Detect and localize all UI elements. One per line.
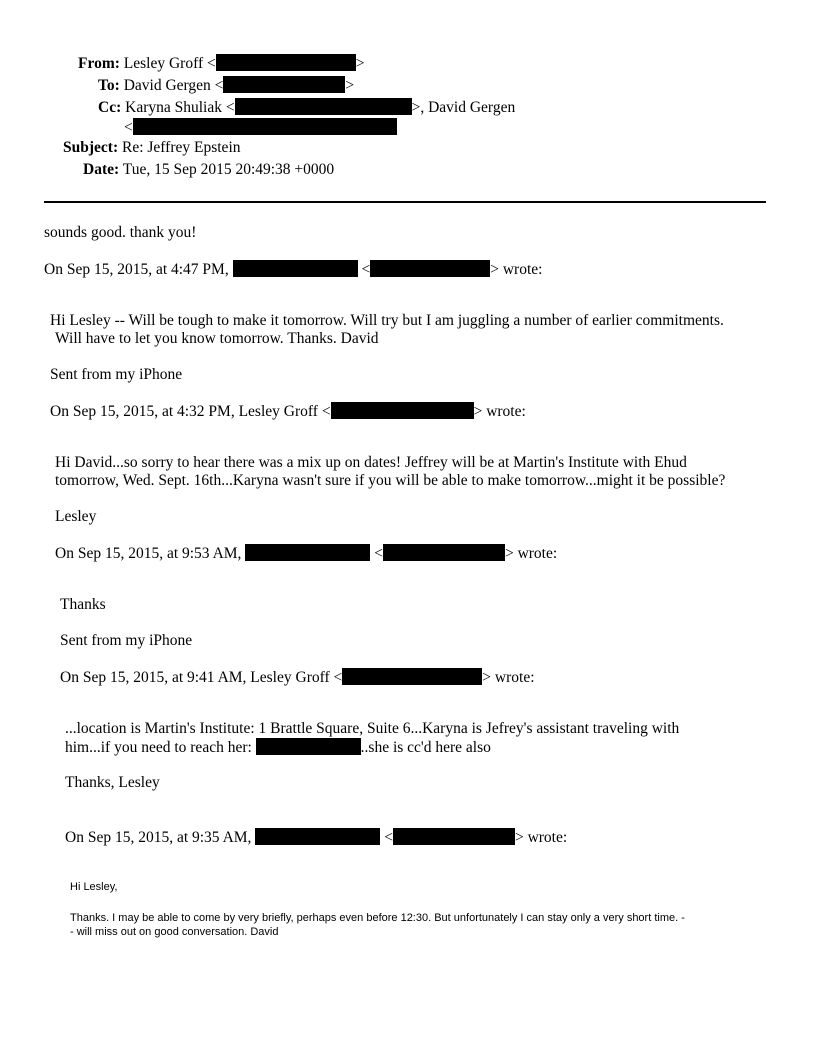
reply-text: sounds good. thank you! xyxy=(44,224,197,241)
redaction-box xyxy=(235,98,412,115)
quote-header-4: On Sep 15, 2015, at 9:41 AM, Lesley Groff < > wrote: xyxy=(60,669,535,686)
sent-from-iphone-1: Sent from my iPhone xyxy=(50,366,183,383)
cc-label: Cc: xyxy=(98,99,122,116)
from-label: From: xyxy=(78,55,120,72)
header-divider xyxy=(44,201,766,203)
redaction-box xyxy=(216,54,356,71)
quote-4-signature: Thanks, Lesley xyxy=(65,774,160,791)
header-subject xyxy=(63,139,241,157)
quote-5-line-1: Thanks. I may be able to come by very briefly, perhaps even before 12:30. But unfortunately I can stay only a very short time. - xyxy=(70,912,685,924)
subject-text: Re: Jeffrey Epstein xyxy=(121,139,241,156)
quote-4-line-2: him...if you need to reach her: ..she is cc'd here also xyxy=(65,739,491,756)
quote-1-line-2: Will have to let you know tomorrow. Thanks. David xyxy=(55,330,379,347)
redaction-box xyxy=(393,828,515,845)
cc-name-2: David Gergen xyxy=(428,99,516,116)
quote-2-signature: Lesley xyxy=(55,508,97,525)
redaction-box xyxy=(370,260,490,277)
quote-5-greeting: Hi Lesley, xyxy=(70,881,118,893)
header-from: From: Lesley Groff < > xyxy=(78,55,365,72)
quote-header-1: On Sep 15, 2015, at 4:47 PM, < > wrote: xyxy=(44,261,543,278)
quote-4-line-1: ...location is Martin's Institute: 1 Brattle Square, Suite 6...Karyna is Jefrey's assistant traveling with xyxy=(65,720,680,737)
date-label: Date: xyxy=(83,161,120,178)
quote-5-line-2: - will miss out on good conversation. David xyxy=(70,926,279,938)
redaction-box xyxy=(245,544,370,561)
quote-3-thanks: Thanks xyxy=(60,596,106,613)
redaction-box xyxy=(383,544,505,561)
header-cc: Cc: Karyna Shuliak < >, David Gergen xyxy=(98,99,516,116)
subject-label: Subject: xyxy=(63,139,119,156)
redaction-box xyxy=(256,738,361,755)
date-text: Tue, 15 Sep 2015 20:49:38 +0000 xyxy=(122,161,335,178)
redaction-box xyxy=(133,118,397,135)
redaction-box xyxy=(223,76,345,93)
quote-2-line-2: tomorrow, Wed. Sept. 16th...Karyna wasn't sure if you will be able to make tomorrow...might it be possible? xyxy=(55,472,726,489)
redaction-box xyxy=(342,668,482,685)
redaction-box xyxy=(255,828,380,845)
quote-header-3: On Sep 15, 2015, at 9:53 AM, < > wrote: xyxy=(55,545,558,562)
sent-from-iphone-2: Sent from my iPhone xyxy=(60,632,193,649)
quote-header-5: On Sep 15, 2015, at 9:35 AM, < > wrote: xyxy=(65,829,568,846)
quote-2-line-1: Hi David...so sorry to hear there was a mix up on dates! Jeffrey will be at Martin's Institute with Ehud xyxy=(55,454,687,471)
header-cc-cont: < xyxy=(124,118,397,137)
header-to: To: David Gergen < > xyxy=(98,77,355,94)
quote-header-2: On Sep 15, 2015, at 4:32 PM, Lesley Groff < > wrote: xyxy=(50,403,526,420)
cc-name-1: Karyna Shuliak xyxy=(125,99,222,116)
header-date xyxy=(83,161,334,179)
redaction-box xyxy=(331,402,474,419)
to-label: To: xyxy=(98,77,120,94)
redaction-box xyxy=(233,260,358,277)
from-name: Lesley Groff xyxy=(123,55,204,72)
quote-1-line-1: Hi Lesley -- Will be tough to make it tomorrow. Will try but I am juggling a number of earlier commitments. xyxy=(50,312,724,329)
to-name: David Gergen xyxy=(123,77,211,94)
